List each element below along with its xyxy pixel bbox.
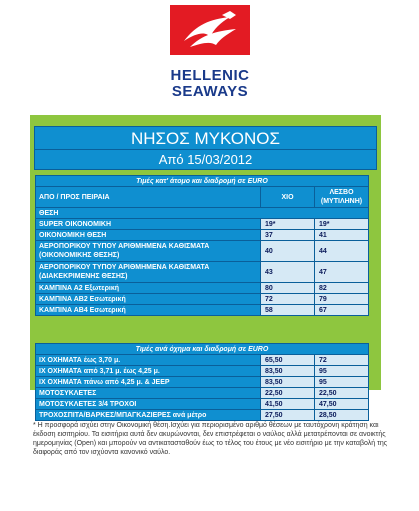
price-lesvos: 28,50 [315, 410, 369, 421]
vehicle-caption: Τιμές ανά όχημα και διαδρομή σε EURO [36, 344, 369, 355]
price-chios: 83,50 [261, 377, 315, 388]
price-panel [30, 115, 381, 419]
price-lesvos: 19* [315, 219, 369, 230]
price-lesvos: 79 [315, 294, 369, 305]
vehicle-price-table [35, 343, 369, 421]
price-chios: 40 [261, 241, 315, 262]
price-lesvos: 95 [315, 377, 369, 388]
passenger-caption: Τιμές κατ' άτομο και διαδρομή σε EURO [36, 176, 369, 187]
table-row-label: ΑΕΡΟΠΟΡΙΚΟΥ ΤΥΠΟΥ ΑΡΙΘΜΗΜΕΝΑ ΚΑΘΙΣΜΑΤΑ (ΟΙΚΟΝΟΜΙΚΗΣ ΘΕΣΗΣ) [36, 241, 261, 262]
price-lesvos: 41 [315, 230, 369, 241]
logo-emblem [170, 5, 250, 55]
table-row-label: ΜΟΤΟΣΥΚΛΕΤΕΣ 3/4 ΤΡΟΧΟΙ [36, 399, 261, 410]
price-lesvos: 82 [315, 283, 369, 294]
price-lesvos: 47 [315, 262, 369, 283]
price-lesvos: 67 [315, 305, 369, 316]
offer-footnote: * Η προσφορά ισχύει στην Οικονομική θέση.Ισχύει για περιορισμένο αριθμό θέσεων με ταυτόχρονη κράτηση και έκδοση εισιτηρίου. Τα εισιτήρια αυτά δεν ακυρώνονται, δεν επιστρέφεται ο ναύλος αλλά μετατρέπονται σε ανοικτής ημερομηνίας (Open) και μπορούν να αντικατασταθούν έως το τέλος του έτους με νέο εισιτήριο με την καταβολή της διαφοράς από τον ισχύοντα κανονικό ναύλο. [33, 422, 388, 456]
price-chios: 72 [261, 294, 315, 305]
price-chios: 58 [261, 305, 315, 316]
col-header-lesvos: ΛΕΣΒΟ (ΜΥΤΙΛΗΝΗ) [315, 187, 369, 208]
passenger-price-table [35, 175, 369, 316]
table-row-label: ΚΑΜΠΙΝΑ ΑΒ2 Εσωτερική [36, 294, 261, 305]
price-lesvos: 22,50 [315, 388, 369, 399]
hellenic-seaways-logo [160, 5, 260, 105]
seat-section: ΘΕΣΗ [36, 208, 369, 219]
price-chios: 22,50 [261, 388, 315, 399]
price-lesvos: 95 [315, 366, 369, 377]
price-chios: 43 [261, 262, 315, 283]
price-chios: 65,50 [261, 355, 315, 366]
table-row-label: ΙΧ ΟΧΗΜΑΤΑ πάνω από 4,25 μ. & JEEP [36, 377, 261, 388]
table-row-label: ΜΟΤΟΣΥΚΛΕΤΕΣ [36, 388, 261, 399]
table-row-label: ΟΙΚΟΝΟΜΙΚΗ ΘΕΣΗ [36, 230, 261, 241]
price-lesvos: 47,50 [315, 399, 369, 410]
table-row-label: ΑΕΡΟΠΟΡΙΚΟΥ ΤΥΠΟΥ ΑΡΙΘΜΗΜΕΝΑ ΚΑΘΙΣΜΑΤΑ (ΔΙΑΚΕΚΡΙΜΕΝΗΣ ΘΕΣΗΣ) [36, 262, 261, 283]
table-row-label: SUPER ΟΙΚΟΝΟΜΙΚΗ [36, 219, 261, 230]
price-chios: 19* [261, 219, 315, 230]
table-row-label: ΙΧ ΟΧΗΜΑΤΑ από 3,71 μ. έως 4,25 μ. [36, 366, 261, 377]
price-chios: 37 [261, 230, 315, 241]
effective-date: Από 15/03/2012 [34, 150, 377, 170]
price-lesvos: 72 [315, 355, 369, 366]
price-chios: 80 [261, 283, 315, 294]
col-header-chios: ΧΙΟ [261, 187, 315, 208]
route-header: ΑΠΟ / ΠΡΟΣ ΠΕΙΡΑΙΑ [36, 187, 261, 208]
table-row-label: ΚΑΜΠΙΝΑ ΑΒ4 Εσωτερική [36, 305, 261, 316]
logo-line1: HELLENIC [170, 67, 250, 84]
island-title: ΝΗΣΟΣ ΜΥΚΟΝΟΣ [34, 126, 377, 150]
price-lesvos: 44 [315, 241, 369, 262]
table-row-label: ΤΡΟΧΟΣΠΙΤΑ/ΒΑΡΚΕΣ/ΜΠΑΓΚΑΖΙΕΡΕΣ ανά μέτρο [36, 410, 261, 421]
price-chios: 27,50 [261, 410, 315, 421]
seahorse-icon [170, 5, 250, 55]
table-row-label: ΚΑΜΠΙΝΑ Α2 Εξωτερική [36, 283, 261, 294]
table-row-label: ΙΧ ΟΧΗΜΑΤΑ έως 3,70 μ. [36, 355, 261, 366]
price-chios: 83,50 [261, 366, 315, 377]
logo-line2: SEAWAYS [171, 83, 249, 100]
price-chios: 41,50 [261, 399, 315, 410]
